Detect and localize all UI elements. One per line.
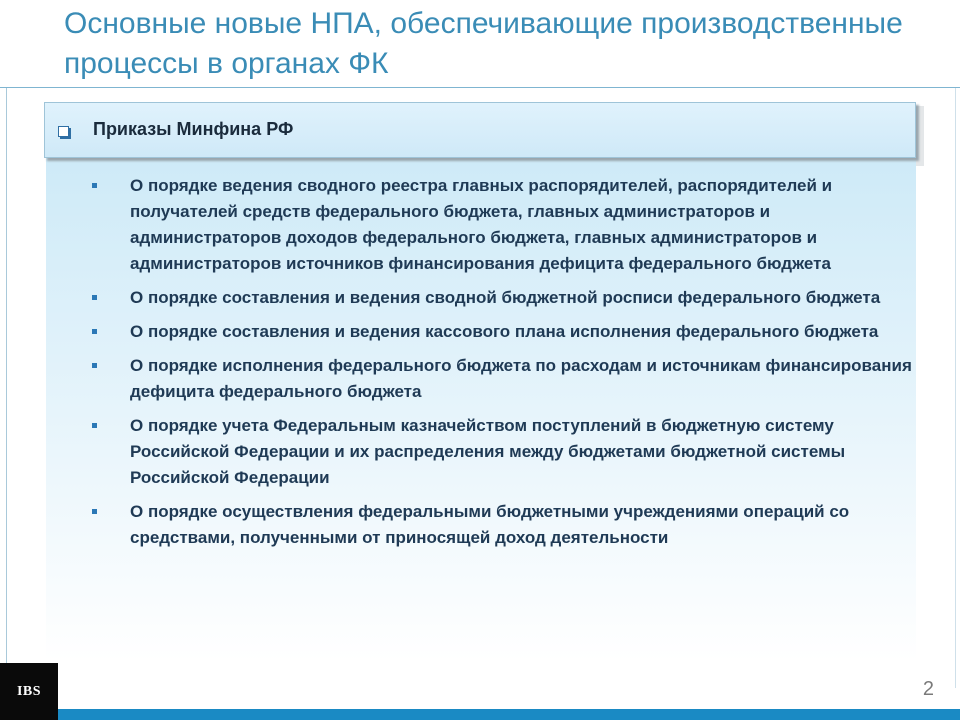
list-item-text: О порядке учета Федеральным казначейством поступлений в бюджетную систему Российской Федерации и их распределения между бюджетами бюджетной системы Российской Федерации [130,416,846,487]
left-border-line [6,88,7,663]
list-item [92,413,912,491]
section-header-label: Приказы Минфина РФ [93,119,294,139]
logo-text: IBS [16,683,42,699]
square-bullet-icon [92,183,97,188]
checkbox-bullet-icon [58,126,69,137]
order-list [92,173,912,559]
list-item [92,353,912,405]
footer-accent-bar [58,709,960,720]
square-bullet-icon [92,423,97,428]
list-item-text: О порядке ведения сводного реестра главных распорядителей, распорядителей и получателей средств федерального бюджета, главных администраторов и администраторов доходов федерального бюджета, главных администраторов и администраторов источников финансирования дефицита федерального бюджета [130,176,833,273]
header-shadow [916,106,924,166]
page-number: 2 [922,678,934,700]
ibs-logo [0,663,58,720]
list-item [92,319,912,345]
square-bullet-icon [92,363,97,368]
slide-title: Основные новые НПА, обеспечивающие производственные процессы в органах ФК [64,7,903,80]
list-item-text: О порядке осуществления федеральными бюджетными учреждениями операций со средствами, полученными от приносящей доход деятельности [130,502,850,547]
square-bullet-icon [92,329,97,334]
right-border-line [955,88,956,688]
list-item-text: О порядке исполнения федерального бюджета по расходам и источникам финансирования дефицита федерального бюджета [130,356,912,401]
list-item-text: О порядке составления и ведения кассового плана исполнения федерального бюджета [130,322,879,341]
square-bullet-icon [92,509,97,514]
title-divider [0,87,960,88]
square-bullet-icon [92,295,97,300]
list-item [92,285,912,311]
section-header [44,102,916,158]
list-item-text: О порядке составления и ведения сводной бюджетной росписи федерального бюджета [130,288,881,307]
list-item [92,499,912,551]
list-item [92,173,912,277]
